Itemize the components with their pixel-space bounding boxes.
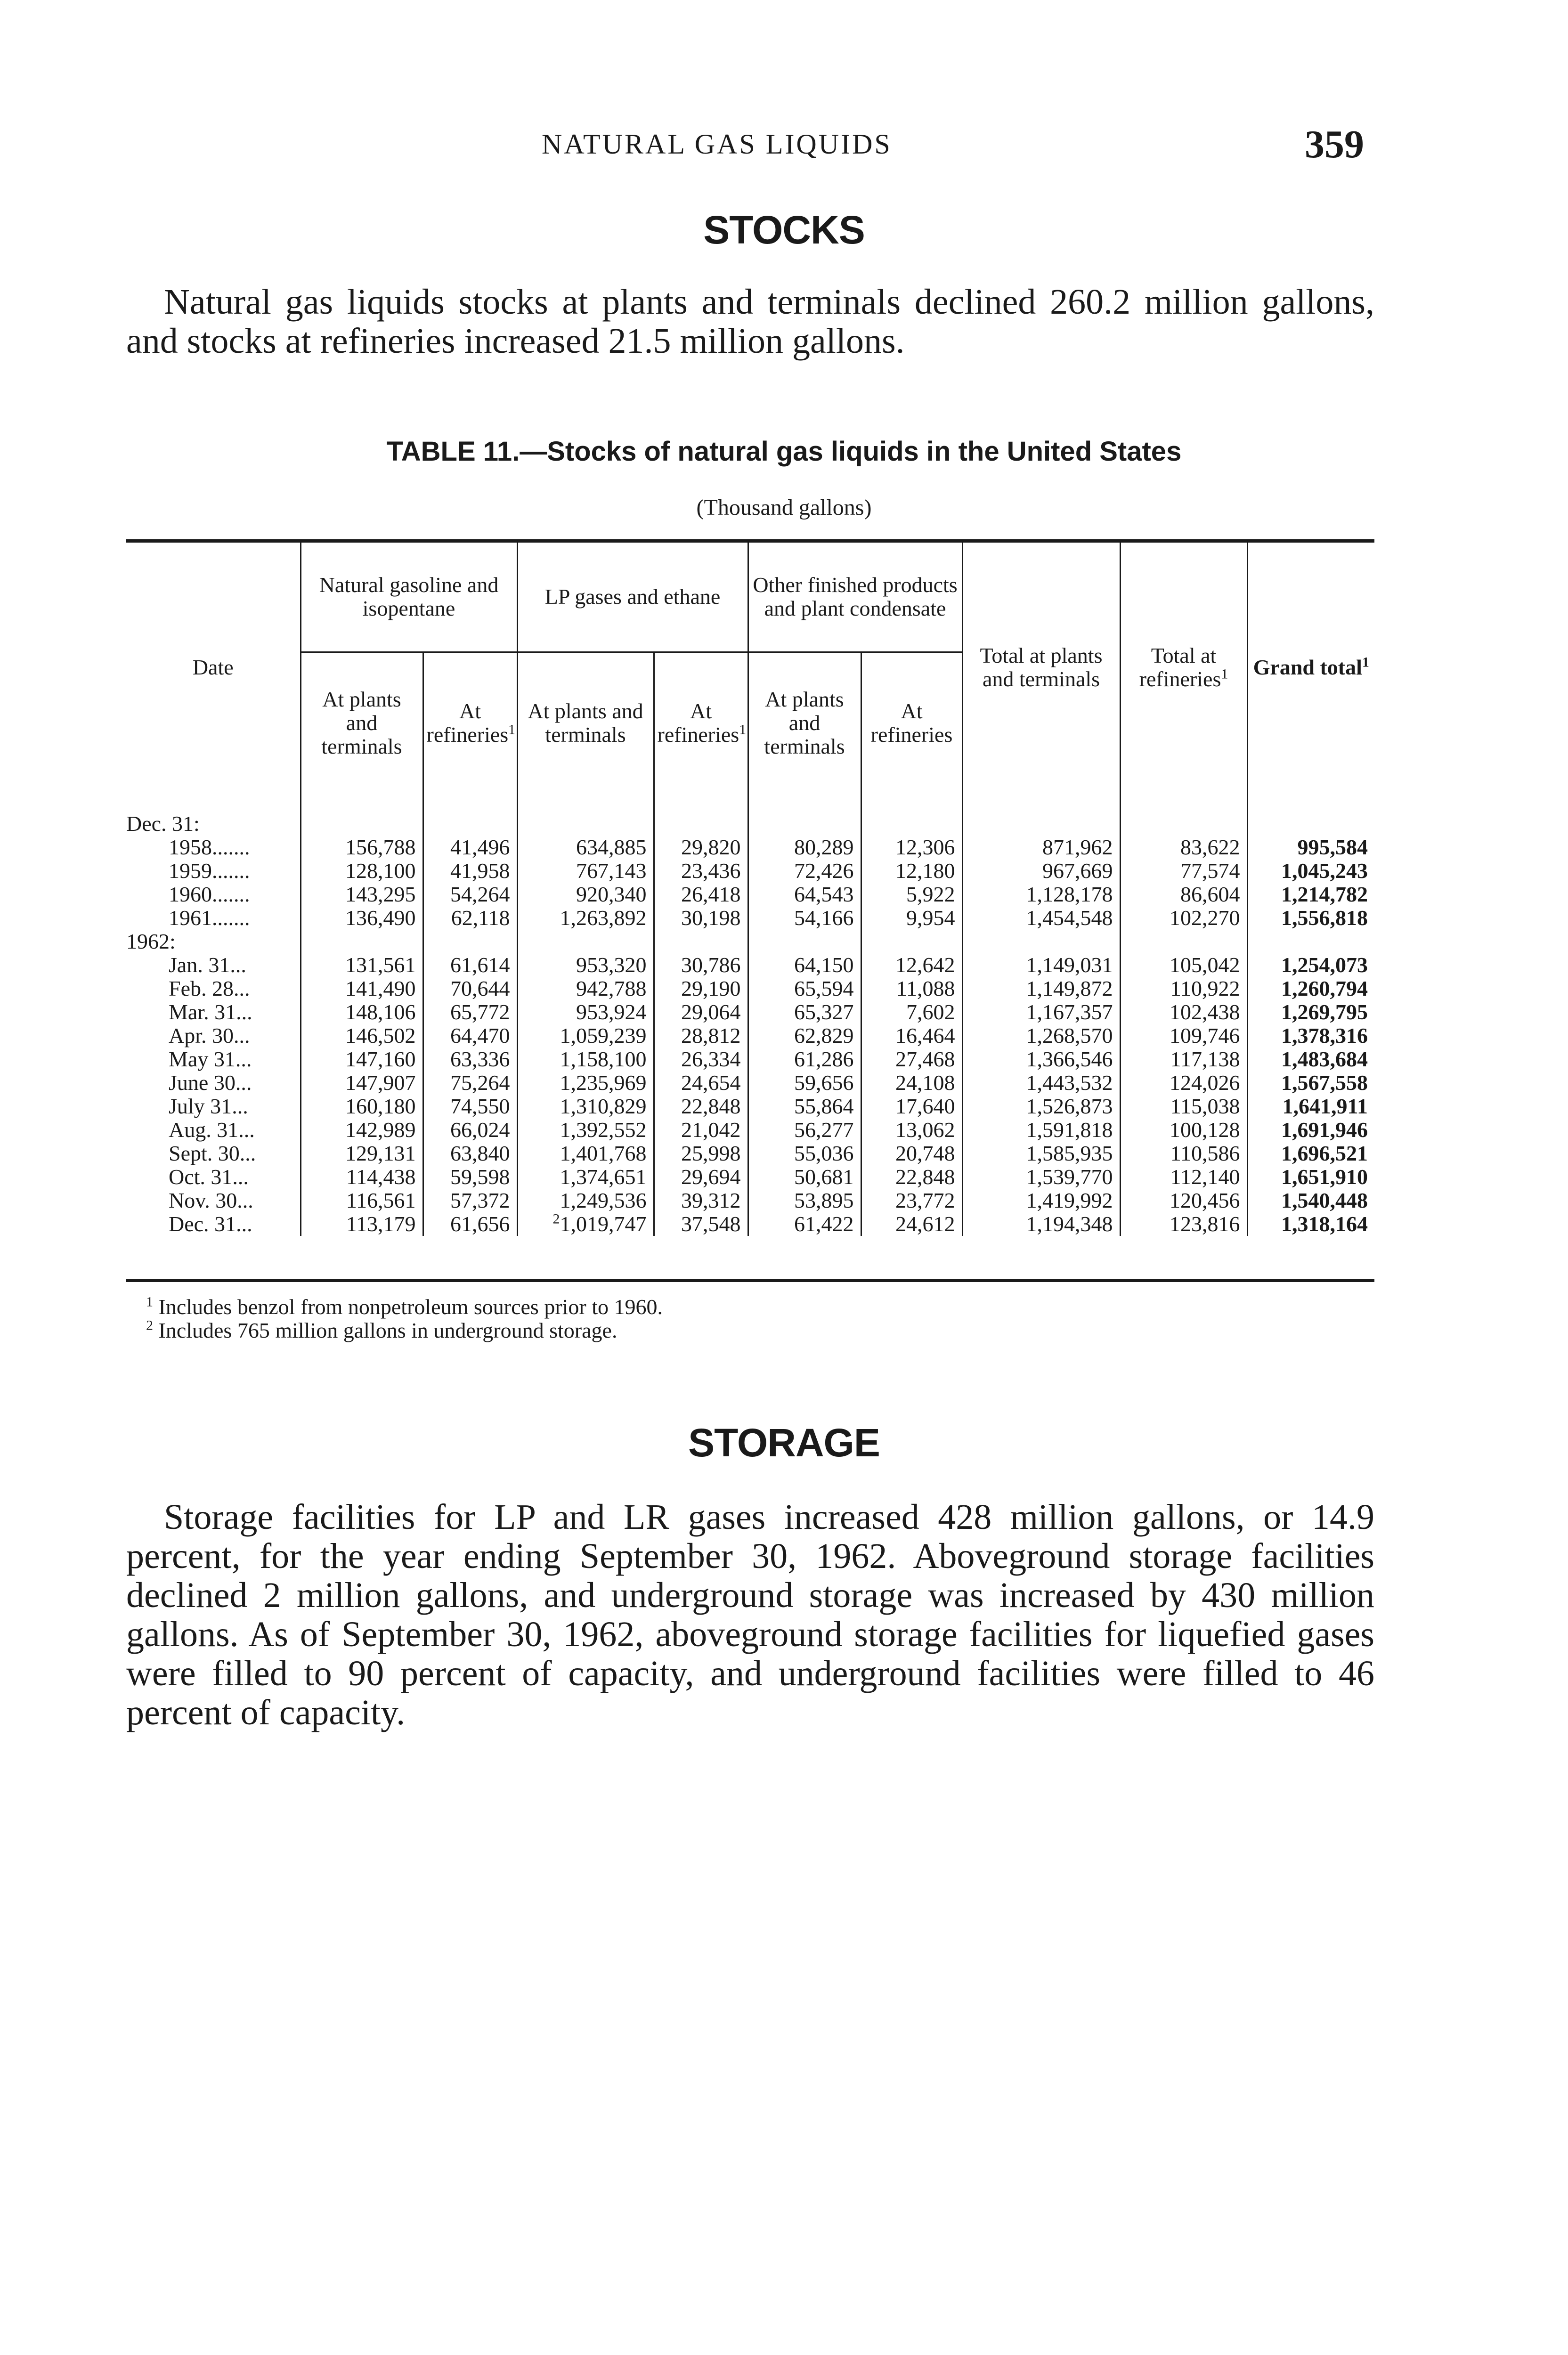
footnote-ref: 1 bbox=[508, 722, 516, 738]
empty-cell bbox=[301, 793, 423, 836]
footnote-ref: 1 bbox=[1362, 654, 1369, 670]
table-row bbox=[126, 1189, 1374, 1212]
table-cell: 131,561 bbox=[301, 953, 423, 977]
empty-cell bbox=[654, 930, 748, 953]
table-cell: 37,548 bbox=[654, 1212, 748, 1236]
table-cell: 1,128,178 bbox=[962, 883, 1120, 906]
header-ng-refineries bbox=[423, 652, 517, 794]
group-label: Dec. 31: bbox=[126, 812, 200, 836]
empty-cell bbox=[861, 793, 962, 836]
table-cell: 24,108 bbox=[861, 1071, 962, 1095]
row-date bbox=[126, 977, 301, 1000]
table-cell: 27,468 bbox=[861, 1048, 962, 1071]
table-cell: 100,128 bbox=[1120, 1118, 1247, 1142]
header-date: Date bbox=[192, 655, 234, 679]
header-of-refineries: At refineries bbox=[861, 652, 962, 794]
table-cell: 7,602 bbox=[861, 1000, 962, 1024]
table-row bbox=[126, 1212, 1374, 1236]
table-cell: 148,106 bbox=[301, 1000, 423, 1024]
table-cell: 967,669 bbox=[962, 859, 1120, 883]
table-row bbox=[126, 1165, 1374, 1189]
table-cell: 1,696,521 bbox=[1247, 1142, 1374, 1165]
table-group-row bbox=[126, 930, 1374, 953]
table-cell: 50,681 bbox=[748, 1165, 861, 1189]
footnotes bbox=[146, 1295, 663, 1342]
table-cell: 86,604 bbox=[1120, 883, 1247, 906]
table-cell: 29,694 bbox=[654, 1165, 748, 1189]
footnote-text: Includes benzol from nonpetroleum sources prior to 1960. bbox=[158, 1295, 663, 1319]
table-cell: 1,691,946 bbox=[1247, 1118, 1374, 1142]
table-cell: 1,194,348 bbox=[962, 1212, 1120, 1236]
table-cell: 102,270 bbox=[1120, 906, 1247, 930]
header-lp-refineries bbox=[654, 652, 748, 794]
row-date bbox=[126, 1048, 301, 1071]
table-cell: 110,586 bbox=[1120, 1142, 1247, 1165]
empty-cell bbox=[861, 930, 962, 953]
table-cell: 83,622 bbox=[1120, 836, 1247, 859]
stocks-heading: STOCKS bbox=[703, 208, 865, 252]
empty-cell bbox=[1120, 793, 1247, 836]
table-cell: 110,922 bbox=[1120, 977, 1247, 1000]
empty-cell bbox=[1120, 930, 1247, 953]
table-bottom-rule bbox=[126, 1279, 1374, 1282]
table-row bbox=[126, 883, 1374, 906]
row-date bbox=[126, 1118, 301, 1142]
table-cell: 1,539,770 bbox=[962, 1165, 1120, 1189]
leader-dots: ... bbox=[236, 1000, 252, 1024]
header-of-plants: At plants and terminals bbox=[748, 652, 861, 794]
table-cell: 12,642 bbox=[861, 953, 962, 977]
header-ng-refineries-label: At refineries bbox=[426, 699, 509, 747]
table-cell: 12,306 bbox=[861, 836, 962, 859]
table-cell: 30,198 bbox=[654, 906, 748, 930]
empty-cell bbox=[301, 930, 423, 953]
row-date bbox=[126, 1024, 301, 1048]
table-cell: 1,158,100 bbox=[517, 1048, 654, 1071]
table-row bbox=[126, 1095, 1374, 1118]
table-cell: 920,340 bbox=[517, 883, 654, 906]
header-total-refineries-label: Total at refineries bbox=[1139, 643, 1221, 691]
table-cell: 1,260,794 bbox=[1247, 977, 1374, 1000]
table-cell: 105,042 bbox=[1120, 953, 1247, 977]
row-date-label: Sept. 30 bbox=[169, 1141, 240, 1165]
table-cell: 1,059,239 bbox=[517, 1024, 654, 1048]
empty-cell bbox=[748, 930, 861, 953]
table-cell: 129,131 bbox=[301, 1142, 423, 1165]
table-unit: (Thousand gallons) bbox=[696, 495, 872, 520]
table-cell: 25,998 bbox=[654, 1142, 748, 1165]
table-cell: 113,179 bbox=[301, 1212, 423, 1236]
table-cell: 1,419,992 bbox=[962, 1189, 1120, 1212]
row-date-label: Mar. 31 bbox=[169, 1000, 236, 1024]
row-date bbox=[126, 953, 301, 977]
table-cell: 72,426 bbox=[748, 859, 861, 883]
table-cell: 128,100 bbox=[301, 859, 423, 883]
table-cell: 55,864 bbox=[748, 1095, 861, 1118]
table-cell: 64,150 bbox=[748, 953, 861, 977]
table-cell: 59,598 bbox=[423, 1165, 517, 1189]
table-cell: 1,641,911 bbox=[1247, 1095, 1374, 1118]
footnote-ref: 2 bbox=[552, 1211, 560, 1227]
table-cell: 16,464 bbox=[861, 1024, 962, 1048]
row-date bbox=[126, 1165, 301, 1189]
table-cell: 30,786 bbox=[654, 953, 748, 977]
stocks-paragraph: Natural gas liquids stocks at plants and terminals declined 260.2 million gallons, and stocks at refineries increased 21.5 million gallons. bbox=[126, 282, 1374, 361]
row-date-label: Dec. 31 bbox=[169, 1212, 236, 1236]
table-cell: 9,954 bbox=[861, 906, 962, 930]
header-lp-plants: At plants and terminals bbox=[517, 652, 654, 794]
row-date-label: 1961 bbox=[169, 906, 212, 930]
footnote-ref: 1 bbox=[1221, 666, 1228, 682]
empty-cell bbox=[962, 793, 1120, 836]
table-cell: 17,640 bbox=[861, 1095, 962, 1118]
table-cell: 1,269,795 bbox=[1247, 1000, 1374, 1024]
table-cell: 64,470 bbox=[423, 1024, 517, 1048]
row-date-label: Feb. 28 bbox=[169, 976, 234, 1000]
table-cell bbox=[517, 1212, 654, 1236]
table-cell: 20,748 bbox=[861, 1142, 962, 1165]
table-cell: 1,392,552 bbox=[517, 1118, 654, 1142]
row-date bbox=[126, 1095, 301, 1118]
table-cell: 1,443,532 bbox=[962, 1071, 1120, 1095]
table-cell: 1,214,782 bbox=[1247, 883, 1374, 906]
row-date-label: Apr. 30 bbox=[169, 1023, 234, 1048]
row-date-label: Oct. 31 bbox=[169, 1165, 233, 1189]
table-cell: 66,024 bbox=[423, 1118, 517, 1142]
table-cell: 115,038 bbox=[1120, 1095, 1247, 1118]
footnote-1 bbox=[146, 1295, 663, 1319]
table-cell: 147,907 bbox=[301, 1071, 423, 1095]
table-cell: 61,422 bbox=[748, 1212, 861, 1236]
row-date bbox=[126, 1142, 301, 1165]
leader-dots: ....... bbox=[212, 835, 250, 859]
table-cell: 1,585,935 bbox=[962, 1142, 1120, 1165]
table-cell: 1,310,829 bbox=[517, 1095, 654, 1118]
table-cell: 953,924 bbox=[517, 1000, 654, 1024]
table-cell: 142,989 bbox=[301, 1118, 423, 1142]
table-cell: 116,561 bbox=[301, 1189, 423, 1212]
row-date-label: 1958 bbox=[169, 835, 212, 859]
table-cell: 26,334 bbox=[654, 1048, 748, 1071]
table-cell: 1,378,316 bbox=[1247, 1024, 1374, 1048]
leader-dots: ... bbox=[238, 1118, 255, 1142]
table-cell: 102,438 bbox=[1120, 1000, 1247, 1024]
table-cell: 1,567,558 bbox=[1247, 1071, 1374, 1095]
header-other-finished: Other finished products and plant condensate bbox=[748, 542, 962, 652]
row-date bbox=[126, 1000, 301, 1024]
running-head-title: NATURAL GAS LIQUIDS bbox=[542, 129, 892, 160]
row-date-label: 1960 bbox=[169, 882, 212, 906]
table-cell: 1,374,651 bbox=[517, 1165, 654, 1189]
table-row bbox=[126, 1071, 1374, 1095]
table-cell: 1,556,818 bbox=[1247, 906, 1374, 930]
leader-dots: ... bbox=[234, 1023, 250, 1048]
table-cell: 112,140 bbox=[1120, 1165, 1247, 1189]
table-cell: 1,149,031 bbox=[962, 953, 1120, 977]
table-cell: 77,574 bbox=[1120, 859, 1247, 883]
header-total-refineries bbox=[1120, 542, 1247, 793]
table-cell: 147,160 bbox=[301, 1048, 423, 1071]
empty-cell bbox=[517, 793, 654, 836]
table-cell: 13,062 bbox=[861, 1118, 962, 1142]
table-group-row bbox=[126, 793, 1374, 836]
header-ng-plants: At plants and terminals bbox=[301, 652, 423, 794]
row-date bbox=[126, 883, 301, 906]
table-cell: 24,654 bbox=[654, 1071, 748, 1095]
leader-dots: ....... bbox=[212, 882, 250, 906]
table-row bbox=[126, 906, 1374, 930]
table-cell: 70,644 bbox=[423, 977, 517, 1000]
empty-cell bbox=[517, 930, 654, 953]
table-cell: 1,401,768 bbox=[517, 1142, 654, 1165]
table-cell: 1,540,448 bbox=[1247, 1189, 1374, 1212]
page-number: 359 bbox=[1305, 122, 1364, 166]
table-cell: 29,064 bbox=[654, 1000, 748, 1024]
table-cell: 65,594 bbox=[748, 977, 861, 1000]
table-cell: 61,614 bbox=[423, 953, 517, 977]
table-cell: 1,366,546 bbox=[962, 1048, 1120, 1071]
table-cell: 55,036 bbox=[748, 1142, 861, 1165]
row-date bbox=[126, 906, 301, 930]
leader-dots: ....... bbox=[212, 859, 250, 883]
table-cell: 65,772 bbox=[423, 1000, 517, 1024]
footnote-ref: 1 bbox=[739, 722, 747, 738]
row-date bbox=[126, 1212, 301, 1236]
table-cell: 1,167,357 bbox=[962, 1000, 1120, 1024]
leader-dots: ... bbox=[235, 1071, 252, 1095]
header-lp-gases: LP gases and ethane bbox=[517, 542, 748, 652]
group-label: 1962: bbox=[126, 929, 176, 953]
row-date bbox=[126, 836, 301, 859]
footnote-text: Includes 765 million gallons in underground storage. bbox=[158, 1318, 617, 1342]
table-cell: 61,656 bbox=[423, 1212, 517, 1236]
leader-dots: ... bbox=[239, 1141, 256, 1165]
empty-cell bbox=[423, 930, 517, 953]
table-cell: 62,829 bbox=[748, 1024, 861, 1048]
leader-dots: ... bbox=[235, 1047, 252, 1071]
table-cell: 56,277 bbox=[748, 1118, 861, 1142]
table-cell: 1,454,548 bbox=[962, 906, 1120, 930]
table-cell: 120,456 bbox=[1120, 1189, 1247, 1212]
table-cell: 767,143 bbox=[517, 859, 654, 883]
row-date-label: Nov. 30 bbox=[169, 1188, 237, 1212]
table-row bbox=[126, 1048, 1374, 1071]
empty-cell bbox=[1247, 793, 1374, 836]
table-cell: 953,320 bbox=[517, 953, 654, 977]
header-total-plants: Total at plants and terminals bbox=[962, 542, 1120, 793]
row-date-label: Aug. 31 bbox=[169, 1118, 239, 1142]
table-cell: 117,138 bbox=[1120, 1048, 1247, 1071]
table-cell: 871,962 bbox=[962, 836, 1120, 859]
table-cell: 1,254,073 bbox=[1247, 953, 1374, 977]
table-cell: 1,591,818 bbox=[962, 1118, 1120, 1142]
table-cell: 1,483,684 bbox=[1247, 1048, 1374, 1071]
table-cell: 29,820 bbox=[654, 836, 748, 859]
empty-cell bbox=[423, 793, 517, 836]
row-date-label: May 31 bbox=[169, 1047, 236, 1071]
leader-dots: ....... bbox=[212, 906, 250, 930]
table-cell: 80,289 bbox=[748, 836, 861, 859]
table-cell: 28,812 bbox=[654, 1024, 748, 1048]
table-cell: 23,772 bbox=[861, 1189, 962, 1212]
table-cell: 63,840 bbox=[423, 1142, 517, 1165]
row-date-label: July 31 bbox=[169, 1094, 232, 1118]
table-cell: 1,235,969 bbox=[517, 1071, 654, 1095]
cell-value: 1,019,747 bbox=[560, 1212, 647, 1236]
table-cell: 54,166 bbox=[748, 906, 861, 930]
table-cell: 1,149,872 bbox=[962, 977, 1120, 1000]
header-natural-gasoline: Natural gasoline and isopentane bbox=[301, 542, 517, 652]
table-cell: 22,848 bbox=[861, 1165, 962, 1189]
table-cell: 53,895 bbox=[748, 1189, 861, 1212]
table-cell: 41,496 bbox=[423, 836, 517, 859]
header-grand-total-label: Grand total bbox=[1253, 655, 1362, 679]
table-cell: 41,958 bbox=[423, 859, 517, 883]
table-cell: 124,026 bbox=[1120, 1071, 1247, 1095]
table-cell: 114,438 bbox=[301, 1165, 423, 1189]
row-date-label: June 30 bbox=[169, 1071, 236, 1095]
table-cell: 123,816 bbox=[1120, 1212, 1247, 1236]
table-cell: 141,490 bbox=[301, 977, 423, 1000]
table-cell: 146,502 bbox=[301, 1024, 423, 1048]
table-row bbox=[126, 1024, 1374, 1048]
table-cell: 75,264 bbox=[423, 1071, 517, 1095]
table-cell: 11,088 bbox=[861, 977, 962, 1000]
table-cell: 136,490 bbox=[301, 906, 423, 930]
table-cell: 109,746 bbox=[1120, 1024, 1247, 1048]
stocks-table bbox=[126, 542, 1374, 1236]
leader-dots: ... bbox=[232, 1094, 248, 1118]
table-cell: 634,885 bbox=[517, 836, 654, 859]
table-cell: 39,312 bbox=[654, 1189, 748, 1212]
table-cell: 1,249,536 bbox=[517, 1189, 654, 1212]
table-cell: 61,286 bbox=[748, 1048, 861, 1071]
footnote-mark: 1 bbox=[146, 1294, 153, 1310]
row-date bbox=[126, 1189, 301, 1212]
table-row bbox=[126, 1118, 1374, 1142]
table-cell: 57,372 bbox=[423, 1189, 517, 1212]
table-body bbox=[126, 793, 1374, 1236]
table-cell: 74,550 bbox=[423, 1095, 517, 1118]
storage-paragraph: Storage facilities for LP and LR gases increased 428 million gallons, or 14.9 percent, for the year ending September 30, 1962. Aboveground storage facilities declined 2 million gallons, and underground storage was increased by 430 million gallons. As of September 30, 1962, aboveground storage facilities for liquefied gases were filled to 90 percent of capacity, and underground facilities were filled to 46 percent of capacity. bbox=[126, 1497, 1374, 1732]
empty-cell bbox=[654, 793, 748, 836]
running-head bbox=[0, 123, 1568, 166]
table-cell: 160,180 bbox=[301, 1095, 423, 1118]
table-row bbox=[126, 1142, 1374, 1165]
table-cell: 1,268,570 bbox=[962, 1024, 1120, 1048]
table-cell: 1,318,164 bbox=[1247, 1212, 1374, 1236]
table-cell: 143,295 bbox=[301, 883, 423, 906]
table-cell: 22,848 bbox=[654, 1095, 748, 1118]
table-cell: 942,788 bbox=[517, 977, 654, 1000]
table-title: TABLE 11.—Stocks of natural gas liquids in the United States bbox=[386, 436, 1182, 467]
table-cell: 156,788 bbox=[301, 836, 423, 859]
table-row bbox=[126, 859, 1374, 883]
row-date-label: 1959 bbox=[169, 859, 212, 883]
header-grand-total bbox=[1247, 542, 1374, 793]
table-cell: 12,180 bbox=[861, 859, 962, 883]
leader-dots: ... bbox=[237, 1188, 253, 1212]
table-cell: 62,118 bbox=[423, 906, 517, 930]
leader-dots: ... bbox=[230, 953, 246, 977]
table-cell: 21,042 bbox=[654, 1118, 748, 1142]
table-cell: 1,526,873 bbox=[962, 1095, 1120, 1118]
table-cell: 5,922 bbox=[861, 883, 962, 906]
table-cell: 1,045,243 bbox=[1247, 859, 1374, 883]
table-row bbox=[126, 977, 1374, 1000]
footnote-mark: 2 bbox=[146, 1317, 153, 1333]
table-cell: 23,436 bbox=[654, 859, 748, 883]
empty-cell bbox=[1247, 930, 1374, 953]
table-cell: 26,418 bbox=[654, 883, 748, 906]
table-cell: 65,327 bbox=[748, 1000, 861, 1024]
header-lp-refineries-label: At refineries bbox=[657, 699, 739, 747]
table-cell: 24,612 bbox=[861, 1212, 962, 1236]
table-cell: 1,263,892 bbox=[517, 906, 654, 930]
leader-dots: ... bbox=[234, 976, 250, 1000]
table-cell: 995,584 bbox=[1247, 836, 1374, 859]
table-cell: 63,336 bbox=[423, 1048, 517, 1071]
storage-heading: STORAGE bbox=[688, 1421, 880, 1465]
row-date bbox=[126, 859, 301, 883]
empty-cell bbox=[962, 930, 1120, 953]
table-cell: 1,651,910 bbox=[1247, 1165, 1374, 1189]
leader-dots: ... bbox=[232, 1165, 249, 1189]
row-date bbox=[126, 1071, 301, 1095]
table-cell: 59,656 bbox=[748, 1071, 861, 1095]
table-row bbox=[126, 836, 1374, 859]
footnote-2 bbox=[146, 1319, 663, 1342]
table-cell: 29,190 bbox=[654, 977, 748, 1000]
table-cell: 54,264 bbox=[423, 883, 517, 906]
empty-cell bbox=[748, 793, 861, 836]
table-row bbox=[126, 1000, 1374, 1024]
row-date-label: Jan. 31 bbox=[169, 953, 230, 977]
table-cell: 64,543 bbox=[748, 883, 861, 906]
leader-dots: ... bbox=[236, 1212, 252, 1236]
table-row bbox=[126, 953, 1374, 977]
